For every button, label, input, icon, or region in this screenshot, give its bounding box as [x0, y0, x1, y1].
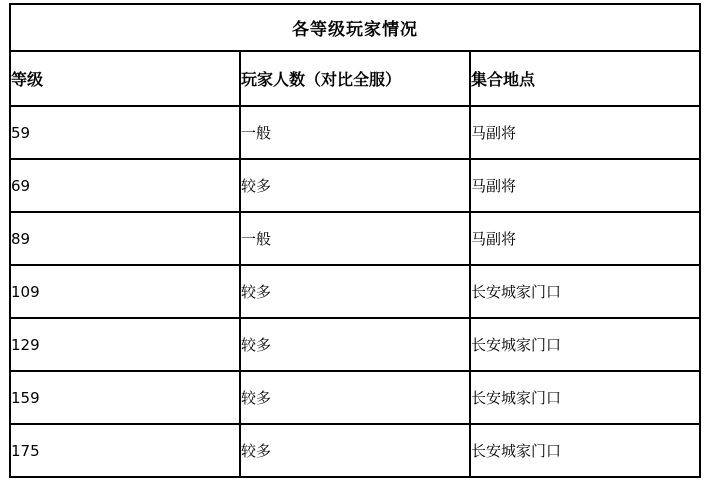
table-row [10, 318, 700, 371]
cell-level: 69 [10, 159, 240, 212]
cell-player-count: 较多 [240, 159, 470, 212]
table-row [10, 265, 700, 318]
cell-level: 175 [10, 424, 240, 477]
table-row [10, 212, 700, 265]
cell-player-count: 较多 [240, 371, 470, 424]
cell-gathering-place: 马副将 [470, 159, 700, 212]
cell-gathering-place: 长安城家门口 [470, 265, 700, 318]
column-header-gathering-place: 集合地点 [470, 51, 700, 106]
cell-level: 59 [10, 106, 240, 159]
cell-level: 89 [10, 212, 240, 265]
cell-player-count: 较多 [240, 424, 470, 477]
cell-player-count: 一般 [240, 106, 470, 159]
table-title: 各等级玩家情况 [10, 4, 700, 51]
table-row [10, 159, 700, 212]
cell-level: 129 [10, 318, 240, 371]
player-level-table [9, 3, 701, 478]
cell-gathering-place: 马副将 [470, 106, 700, 159]
cell-player-count: 较多 [240, 318, 470, 371]
cell-player-count: 较多 [240, 265, 470, 318]
table-row [10, 371, 700, 424]
cell-gathering-place: 长安城家门口 [470, 318, 700, 371]
cell-gathering-place: 长安城家门口 [470, 371, 700, 424]
column-header-level: 等级 [10, 51, 240, 106]
cell-level: 159 [10, 371, 240, 424]
document-page [0, 3, 705, 490]
cell-level: 109 [10, 265, 240, 318]
cell-gathering-place: 长安城家门口 [470, 424, 700, 477]
table-row [10, 106, 700, 159]
column-header-player-count: 玩家人数（对比全服） [240, 51, 470, 106]
table-row [10, 424, 700, 477]
cell-gathering-place: 马副将 [470, 212, 700, 265]
table-header-row [10, 51, 700, 106]
cell-player-count: 一般 [240, 212, 470, 265]
table-title-row [10, 4, 700, 51]
